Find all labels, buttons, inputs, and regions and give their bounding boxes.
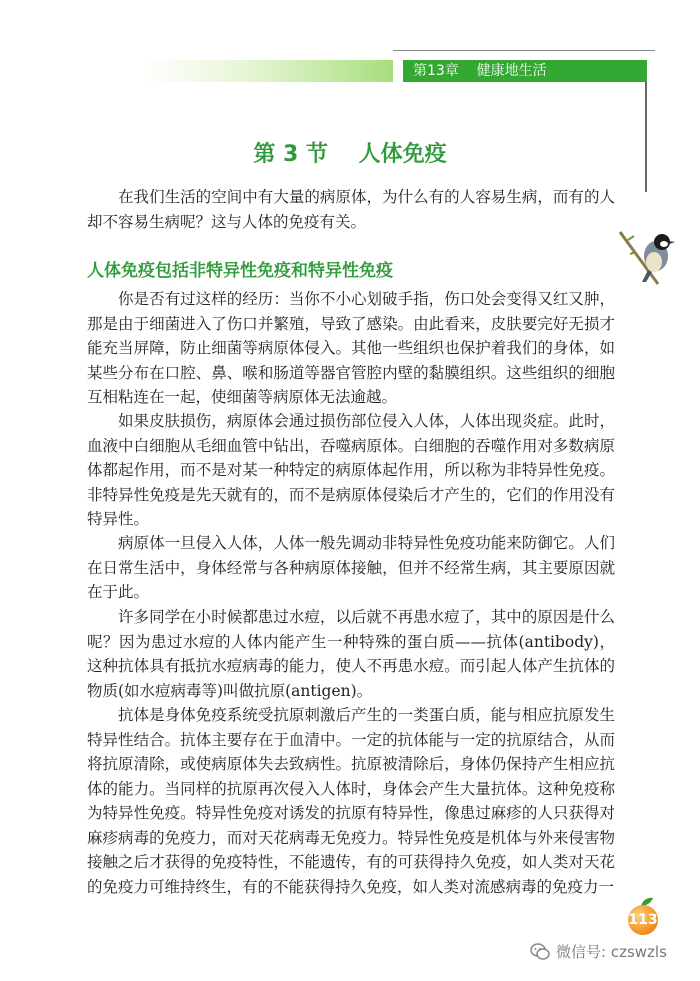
body-paragraph-5: 抗体是身体免疫系统受抗原刺激后产生的一类蛋白质，能与相应抗原发生特异性结合。抗体主要存在于血清中。一定的抗体能与一定的抗原结合，从而将抗原清除，或使病原体失去致病性。抗原被清除后，身体仍保持产生相应抗体的能力。当同样的抗原再次侵入人体时，身体会产生大量抗体。这种免疫称为特异性免疫。特异性免疫对诱发的抗原有特异性，像患过麻疹的人只获得对麻疹病毒的免疫力，而对天花病毒无免疫力。特异性免疫是机体与外来侵害物接触之后才获得的免疫特性，不能遗传，有的可获得持久免疫，如人类对天花的免疫力可维持终生，有的不能获得持久免疫，如人类对流感病毒的免疫力一 (87, 706, 615, 896)
body-paragraph-1: 你是否有过这样的经历：当你不小心划破手指，伤口处会变得又红又肿，那是由于细菌进入了伤口并繁殖，导致了感染。由此看来，皮肤要完好无损才能充当屏障，防止细菌等病原体侵入。其他一些组织也保护着我们的身体，如某些分布在口腔、鼻、喉和肠道等器官管腔内壁的黏膜组织。这些组织的细胞互相粘连在一起，使细菌等病原体无法逾越。 (87, 290, 615, 406)
wechat-watermark (530, 941, 667, 962)
section-title: 第 3 节 人体免疫 (253, 142, 447, 167)
body-paragraph-4: 许多同学在小时候都患过水痘，以后就不再患水痘了，其中的原因是什么呢？因为患过水痘的人体内能产生一种特殊的蛋白质——抗体(antibody)，这种抗体具有抵抗水痘病毒的能力，使人不再患水痘。而引起人体产生抗体的物质(如水痘病毒等)叫做抗原(antigen)。 (87, 608, 615, 700)
header-rule (393, 50, 655, 51)
page-number: 113 (628, 905, 658, 935)
bird-illustration (618, 222, 678, 286)
body-paragraph-3: 病原体一旦侵入人体，人体一般先调动非特异性免疫功能来防御它。人们在日常生活中，身体经常与各种病原体接触，但并不经常生病，其主要原因就在于此。 (87, 534, 615, 601)
chapter-header: 第13章 健康地生活 (403, 60, 647, 82)
subheading: 人体免疫包括非特异性免疫和特异性免疫 (87, 261, 393, 281)
intro-paragraph: 在我们生活的空间中有大量的病原体，为什么有的人容易生病，而有的人却不容易生病呢？这与人体的免疫有关。 (87, 188, 615, 231)
wechat-icon (530, 943, 550, 961)
wechat-id: 微信号: czswzls (556, 943, 667, 961)
header-gradient-band (140, 60, 393, 82)
body-paragraph-2: 如果皮肤损伤，病原体会通过损伤部位侵入人体，人体出现炎症。此时，血液中白细胞从毛细血管中钻出，吞噬病原体。白细胞的吞噬作用对多数病原体都起作用，而不是对某一种特定的病原体起作用，所以称为非特异性免疫。非特异性免疫是先天就有的，而不是病原体侵染后才产生的，它们的作用没有特异性。 (87, 412, 615, 528)
